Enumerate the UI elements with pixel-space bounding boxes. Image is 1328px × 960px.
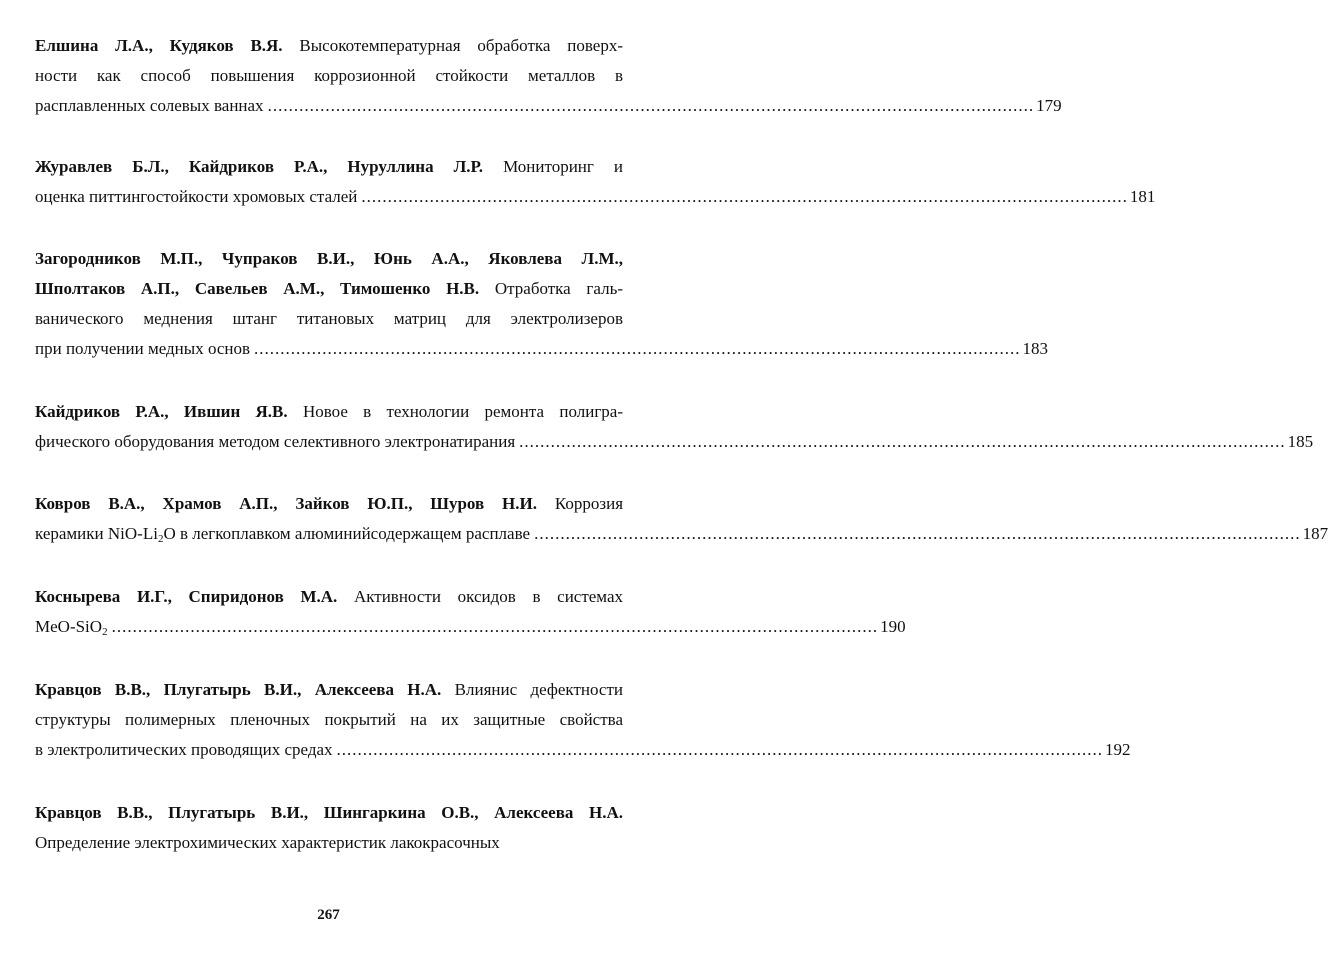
dot-leader: ..................................................................................................................................................	[336, 740, 1104, 759]
entry-line	[35, 677, 623, 703]
entry-page-number: 185	[1287, 432, 1314, 451]
entry-authors: Кравцов В.В., Плугатырь В.И., Шингаркина О.В., Алексеева Н.А.	[35, 803, 623, 822]
entry-title: Отработка галь-	[494, 279, 623, 298]
entry-authors: Шполтаков А.П., Савельев А.М., Тимошенко Н.В.	[35, 279, 480, 298]
entry-title: Коррозия	[554, 494, 624, 513]
formula-subscript: 2	[102, 626, 108, 638]
entry-line	[35, 33, 623, 59]
entry-title: Влиянис дефектности	[454, 680, 623, 699]
formula-subscript: 2	[157, 533, 164, 545]
entry-leader-line	[35, 429, 1314, 455]
entry-title-continued: ности как способ повышения коррозионной стойкости металлов в	[35, 66, 623, 85]
formula-text: керамики NiO-Li	[35, 524, 158, 543]
entry-line	[35, 830, 623, 856]
entry-page-number: 187	[1302, 524, 1328, 543]
entry-line	[35, 800, 623, 826]
entry-line	[35, 276, 623, 302]
entry-leader-line	[35, 614, 906, 640]
entry-page-number: 179	[1036, 96, 1062, 115]
dot-leader: ..................................................................................................................................................	[111, 617, 879, 636]
entry-line	[35, 246, 623, 272]
entry-leader-line	[35, 737, 1131, 763]
entry-title-continued: фического оборудования методом селективного электронатирания	[35, 432, 516, 451]
entry-line	[35, 707, 623, 733]
dot-leader: ..................................................................................................................................................	[361, 187, 1128, 206]
entry-leader-line	[35, 336, 1049, 362]
entry-title-continued: при получении медных основ	[35, 339, 251, 358]
dot-leader: ..................................................................................................................................................	[254, 339, 1021, 358]
entry-authors: Загородников М.П., Чупраков В.И., Юнь А.А., Яковлева Л.М.,	[35, 249, 623, 268]
entry-leader-line	[35, 184, 1156, 210]
entry-title-continued: в электролитических проводящих средах	[35, 740, 333, 759]
entry-line	[35, 399, 623, 425]
entry-page-number: 192	[1105, 740, 1131, 759]
entry-title: Определение электрохимических характеристик лакокрасочных	[35, 833, 500, 852]
entry-authors: Ковров В.А., Храмов А.П., Зайков Ю.П., Шуров Н.И.	[35, 494, 538, 513]
entry-leader-line	[35, 521, 1328, 547]
entry-line	[35, 306, 623, 332]
page-number: 267	[317, 907, 340, 923]
entry-authors: Кравцов В.В., Плугатырь В.И., Алексеева Н.А.	[35, 680, 442, 699]
entry-line	[35, 63, 623, 89]
entry-page-number: 181	[1129, 187, 1156, 206]
entry-title: Мониторинг и	[503, 157, 624, 176]
entry-page-number: 183	[1022, 339, 1049, 358]
entry-title-continued	[35, 521, 530, 547]
entry-line	[35, 154, 623, 180]
entry-title-continued: ванического меднения штанг титановых матриц для электролизеров	[35, 309, 623, 328]
entry-line	[35, 491, 623, 517]
entry-authors: Елшина Л.А., Кудяков В.Я.	[35, 36, 283, 55]
entry-page-number: 190	[880, 617, 906, 636]
formula-text: O в легкоплавком алюминийсодержащем расплаве	[163, 524, 531, 543]
entry-line	[35, 584, 623, 610]
dot-leader: ..................................................................................................................................................	[519, 432, 1286, 451]
dot-leader: ..................................................................................................................................................	[534, 524, 1301, 543]
dot-leader: ..................................................................................................................................................	[267, 96, 1035, 115]
entry-title-continued: структуры полимерных пленочных покрытий на их защитные свойства	[35, 710, 623, 729]
entry-authors: Журавлев Б.Л., Кайдриков Р.А., Нуруллина Л.Р.	[35, 157, 484, 176]
entry-title-continued: оценка питтингостойкости хромовых сталей	[35, 187, 358, 206]
entry-authors: Коснырева И.Г., Спиридонов М.А.	[35, 587, 338, 606]
entry-title: Активности оксидов в системах	[353, 587, 623, 606]
entry-title: Высокотемпературная обработка поверх-	[299, 36, 623, 55]
entry-title: Новое в технологии ремонта полигра-	[302, 402, 623, 421]
entry-title-continued: расплавленных солевых ваннах	[35, 96, 264, 115]
entry-title-continued	[35, 614, 108, 640]
entry-leader-line	[35, 93, 1062, 119]
formula-text: MeO-SiO	[35, 617, 103, 636]
entry-authors: Кайдриков Р.А., Ившин Я.В.	[35, 402, 288, 421]
